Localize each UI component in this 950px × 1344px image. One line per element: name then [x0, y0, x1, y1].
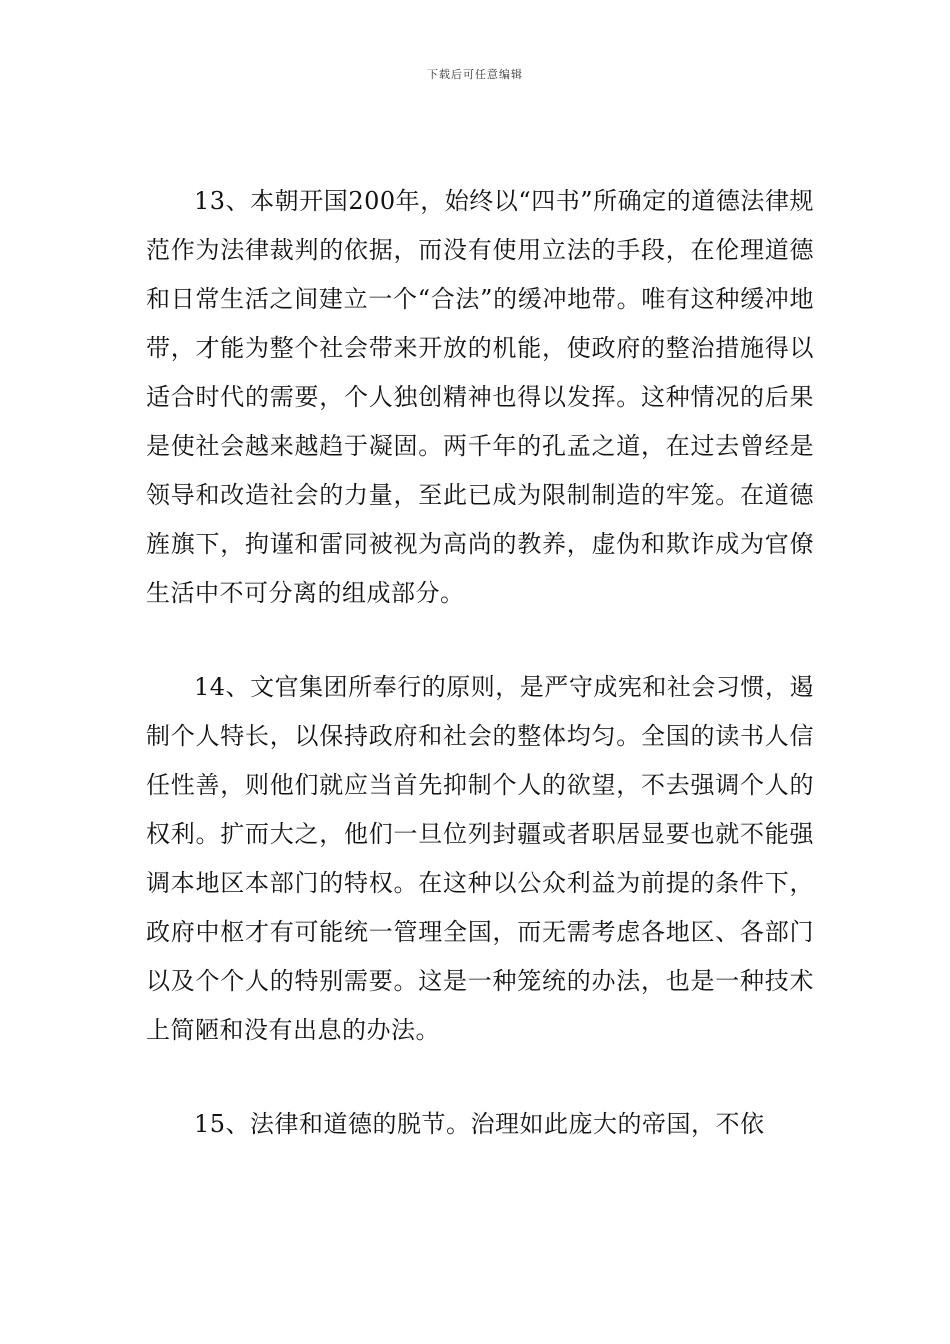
document-body — [146, 177, 814, 1149]
paragraph-13: 13、本朝开国200年，始终以“四书”所确定的道德法律规范作为法律裁判的依据，而没有使用立法的手段，在伦理道德和日常生活之间建立一个“合法”的缓冲地带。唯有这种缓冲地带，才能为整个社会带来开放的机能，使政府的整治措施得以适合时代的需要，个人独创精神也得以发挥。这种情况的后果是使社会越来越趋于凝固。两千年的孔孟之道，在过去曾经是领导和改造社会的力量，至此已成为限制制造的牢笼。在道德旌旗下，拘谨和雷同被视为高尚的教养，虚伪和欺诈成为官僚生活中不可分离的组成部分。 — [146, 187, 814, 607]
paragraph-15: 15、法律和道德的脱节。治理如此庞大的帝国，不依 — [194, 1110, 765, 1138]
paragraph-14: 14、文官集团所奉行的原则，是严守成宪和社会习惯，遏制个人特长，以保持政府和社会的整体均匀。全国的读书人信任性善，则他们就应当首先抑制个人的欲望，不去强调个人的权利。扩而大之，他们一旦位列封疆或者职居显要也就不能强调本地区本部门的特权。在这种以公众利益为前提的条件下，政府中枢才有可能统一管理全国，而无需考虑各地区、各部门以及个个人的特别需要。这是一种笼统的办法，也是一种技术上简陋和没有出息的办法。 — [146, 673, 814, 1044]
page-header: 下载后可任意编辑 — [427, 68, 523, 81]
